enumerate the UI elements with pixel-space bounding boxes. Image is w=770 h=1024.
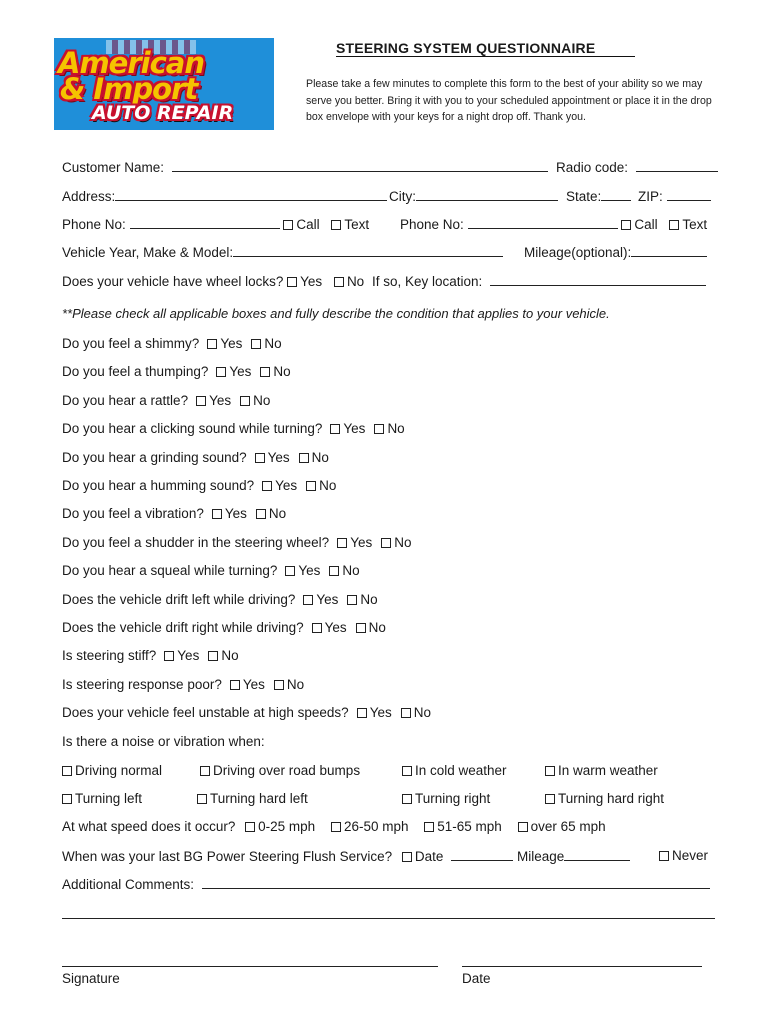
phone2-call-label: Call (634, 217, 658, 232)
city-row (389, 188, 558, 204)
wheel-locks-row (62, 273, 706, 289)
condition-label: In warm weather (558, 763, 658, 778)
state-row (566, 188, 631, 204)
phone1-label: Phone No: (62, 217, 126, 232)
condition-road-bumps (200, 763, 360, 778)
vehicle-field[interactable] (233, 244, 503, 257)
no-label: No (360, 592, 378, 607)
no-label: No (319, 478, 337, 493)
yes-label: Yes (267, 450, 290, 465)
flush-never-option (659, 848, 708, 863)
no-label: No (311, 450, 329, 465)
no-label: No (264, 336, 282, 351)
yes-checkbox[interactable] (216, 367, 226, 377)
flush-date-label: Date (414, 849, 444, 864)
no-label: No (221, 648, 239, 663)
question-text: Do you feel a shimmy? (62, 336, 200, 351)
yes-label: Yes (242, 677, 265, 692)
flush-mileage-label: Mileage (516, 849, 565, 864)
no-checkbox[interactable] (401, 708, 411, 718)
yes-label: Yes (220, 336, 243, 351)
state-label: State: (566, 189, 602, 204)
yes-checkbox[interactable] (164, 651, 174, 661)
phone2-call-checkbox[interactable] (621, 220, 631, 230)
customer-name-row (62, 159, 548, 175)
signature-line[interactable] (62, 966, 438, 967)
yes-checkbox[interactable] (357, 708, 367, 718)
no-checkbox[interactable] (329, 566, 339, 576)
question-text: Do you hear a grinding sound? (62, 450, 247, 465)
comments-field[interactable] (202, 876, 710, 889)
yes-label: Yes (316, 592, 339, 607)
radio-code-field[interactable] (636, 159, 718, 172)
yes-checkbox[interactable] (303, 595, 313, 605)
yes-checkbox[interactable] (312, 623, 322, 633)
condition-turning-right (402, 791, 490, 806)
condition-checkbox[interactable] (402, 766, 412, 776)
no-label: No (253, 393, 271, 408)
wheel-locks-no-checkbox[interactable] (334, 277, 344, 287)
question-row (62, 705, 431, 720)
flush-never-checkbox[interactable] (659, 851, 669, 861)
condition-turning-hard-left (197, 791, 308, 806)
yes-checkbox[interactable] (337, 538, 347, 548)
city-field[interactable] (416, 188, 558, 201)
question-row (62, 364, 291, 379)
speed-label: 0-25 mph (258, 819, 316, 834)
question-text: Does the vehicle drift left while driving? (62, 592, 296, 607)
no-label: No (413, 705, 431, 720)
condition-label: Driving over road bumps (213, 763, 361, 778)
intro-text: Please take a few minutes to complete this form to the best of your ability so we may serve you better. Bring it with you to your scheduled appointment or place it in the drop box envelope with your keys for a night drop off. Thank you. (306, 78, 712, 123)
no-checkbox[interactable] (347, 595, 357, 605)
speed-label: 51-65 mph (437, 819, 502, 834)
yes-checkbox[interactable] (285, 566, 295, 576)
no-checkbox[interactable] (260, 367, 270, 377)
signature-label: Signature (62, 971, 120, 986)
condition-warm-weather (545, 763, 658, 778)
no-checkbox[interactable] (256, 509, 266, 519)
yes-label: Yes (350, 535, 373, 550)
phone1-call-label: Call (296, 217, 320, 232)
flush-never-label: Never (672, 848, 709, 863)
vehicle-label: Vehicle Year, Make & Model: (62, 245, 234, 260)
flush-mileage-field[interactable] (564, 848, 630, 861)
date-line[interactable] (462, 966, 702, 967)
question-text: Do you feel a shudder in the steering wheel? (62, 535, 330, 550)
phone2-row (400, 216, 707, 232)
question-row (62, 648, 239, 663)
zip-field[interactable] (667, 188, 711, 201)
address-label: Address: (62, 189, 116, 204)
customer-name-field[interactable] (172, 159, 548, 172)
question-text: Does your vehicle feel unstable at high speeds? (62, 705, 349, 720)
yes-label: Yes (369, 705, 392, 720)
no-checkbox[interactable] (251, 339, 261, 349)
phone1-text-label: Text (344, 217, 370, 232)
no-checkbox[interactable] (274, 680, 284, 690)
radio-code-row (556, 159, 718, 175)
phone2-label: Phone No: (400, 217, 464, 232)
condition-turning-hard-right (545, 791, 664, 806)
company-logo (54, 38, 274, 130)
condition-checkbox[interactable] (545, 766, 555, 776)
question-row (62, 336, 282, 351)
mileage-row (524, 244, 707, 260)
yes-label: Yes (343, 421, 366, 436)
zip-label: ZIP: (638, 189, 663, 204)
question-row (62, 563, 360, 578)
wheel-locks-question: Does your vehicle have wheel locks? (62, 274, 284, 289)
state-field[interactable] (601, 188, 631, 201)
key-location-field[interactable] (490, 273, 706, 286)
yes-checkbox[interactable] (330, 424, 340, 434)
comments-field-line2[interactable] (62, 918, 715, 919)
condition-checkbox[interactable] (62, 794, 72, 804)
noise-when-label: Is there a noise or vibration when: (62, 734, 265, 749)
condition-label: In cold weather (415, 763, 507, 778)
date-label: Date (462, 971, 491, 986)
phone1-row (62, 216, 369, 232)
question-text: Do you hear a humming sound? (62, 478, 255, 493)
yes-checkbox[interactable] (262, 481, 272, 491)
no-label: No (346, 274, 365, 289)
question-text: Is steering stiff? (62, 648, 157, 663)
no-label: No (387, 421, 405, 436)
logo-text-line3: AUTO REPAIR (92, 102, 234, 124)
speed-over-65-checkbox[interactable] (518, 822, 528, 832)
phone2-text-label: Text (682, 217, 708, 232)
speed-label: 26-50 mph (343, 819, 409, 834)
customer-name-label: Customer Name: (62, 160, 165, 175)
radio-code-label: Radio code: (556, 160, 629, 175)
mileage-label: Mileage(optional): (524, 245, 632, 260)
question-row (62, 592, 378, 607)
yes-checkbox[interactable] (230, 680, 240, 690)
instruction-text: **Please check all applicable boxes and fully describe the condition that applies to your vehicle. (62, 306, 610, 321)
no-checkbox[interactable] (299, 453, 309, 463)
question-row (62, 620, 386, 635)
address-row (62, 188, 387, 204)
no-label: No (268, 506, 287, 521)
no-label: No (394, 535, 412, 550)
condition-checkbox[interactable] (62, 766, 72, 776)
speed-row (62, 819, 606, 834)
yes-label: Yes (298, 563, 321, 578)
condition-label: Turning left (75, 791, 143, 806)
question-row (62, 677, 304, 692)
question-row (62, 450, 329, 465)
phone1-call-checkbox[interactable] (283, 220, 293, 230)
no-checkbox[interactable] (306, 481, 316, 491)
address-field[interactable] (115, 188, 387, 201)
no-label: No (273, 364, 291, 379)
condition-label: Turning hard right (558, 791, 665, 806)
question-row (62, 506, 286, 521)
question-text: Do you hear a rattle? (62, 393, 189, 408)
form-title: STEERING SYSTEM QUESTIONNAIRE (336, 40, 635, 57)
yes-label: Yes (224, 506, 247, 521)
no-label: No (342, 563, 360, 578)
condition-driving-normal (62, 763, 162, 778)
condition-label: Turning right (415, 791, 491, 806)
question-row (62, 393, 270, 408)
question-text: Do you hear a clicking sound while turning? (62, 421, 323, 436)
condition-checkbox[interactable] (545, 794, 555, 804)
vehicle-row (62, 244, 503, 260)
condition-label: Turning hard left (210, 791, 308, 806)
phone2-text-checkbox[interactable] (669, 220, 679, 230)
yes-label: Yes (275, 478, 298, 493)
zip-row (638, 188, 711, 204)
question-row (62, 478, 336, 493)
wheel-locks-yes-checkbox[interactable] (287, 277, 297, 287)
speed-label: over 65 mph (530, 819, 606, 834)
speed-question: At what speed does it occur? (62, 819, 236, 834)
question-text: Do you feel a vibration? (62, 506, 204, 521)
question-text: Do you hear a squeal while turning? (62, 563, 278, 578)
logo-text-line2: & Import (60, 72, 198, 106)
phone2-field[interactable] (468, 216, 618, 229)
yes-label: Yes (209, 393, 232, 408)
speed-51-65-checkbox[interactable] (424, 822, 434, 832)
city-label: City: (389, 189, 416, 204)
yes-label: Yes (324, 620, 347, 635)
no-checkbox[interactable] (240, 396, 250, 406)
logo-text-line1: American (58, 46, 204, 80)
comments-label: Additional Comments: (62, 877, 195, 892)
no-checkbox[interactable] (374, 424, 384, 434)
yes-label: Yes (300, 274, 323, 289)
no-checkbox[interactable] (208, 651, 218, 661)
flush-question: When was your last BG Power Steering Flush Service? (62, 849, 393, 864)
mileage-field[interactable] (631, 244, 707, 257)
condition-checkbox[interactable] (200, 766, 210, 776)
condition-checkbox[interactable] (402, 794, 412, 804)
flush-row (62, 848, 630, 864)
yes-checkbox[interactable] (196, 396, 206, 406)
yes-checkbox[interactable] (212, 509, 222, 519)
yes-checkbox[interactable] (207, 339, 217, 349)
condition-label: Driving normal (75, 763, 163, 778)
question-text: Is steering response poor? (62, 677, 222, 692)
comments-row (62, 876, 710, 892)
flush-date-field[interactable] (451, 848, 513, 861)
yes-label: Yes (229, 364, 252, 379)
condition-checkbox[interactable] (197, 794, 207, 804)
condition-cold-weather (402, 763, 507, 778)
key-location-label: If so, Key location: (371, 274, 483, 289)
question-text: Does the vehicle drift right while driving? (62, 620, 304, 635)
yes-label: Yes (177, 648, 200, 663)
yes-checkbox[interactable] (255, 453, 265, 463)
phone1-field[interactable] (130, 216, 280, 229)
question-row (62, 535, 411, 550)
question-row (62, 421, 405, 436)
no-label: No (286, 677, 305, 692)
speed-0-25-checkbox[interactable] (245, 822, 255, 832)
condition-turning-left (62, 791, 142, 806)
no-label: No (368, 620, 386, 635)
speed-26-50-checkbox[interactable] (331, 822, 341, 832)
question-text: Do you feel a thumping? (62, 364, 209, 379)
no-checkbox[interactable] (356, 623, 366, 633)
no-checkbox[interactable] (381, 538, 391, 548)
flush-date-checkbox[interactable] (402, 852, 412, 862)
phone1-text-checkbox[interactable] (331, 220, 341, 230)
